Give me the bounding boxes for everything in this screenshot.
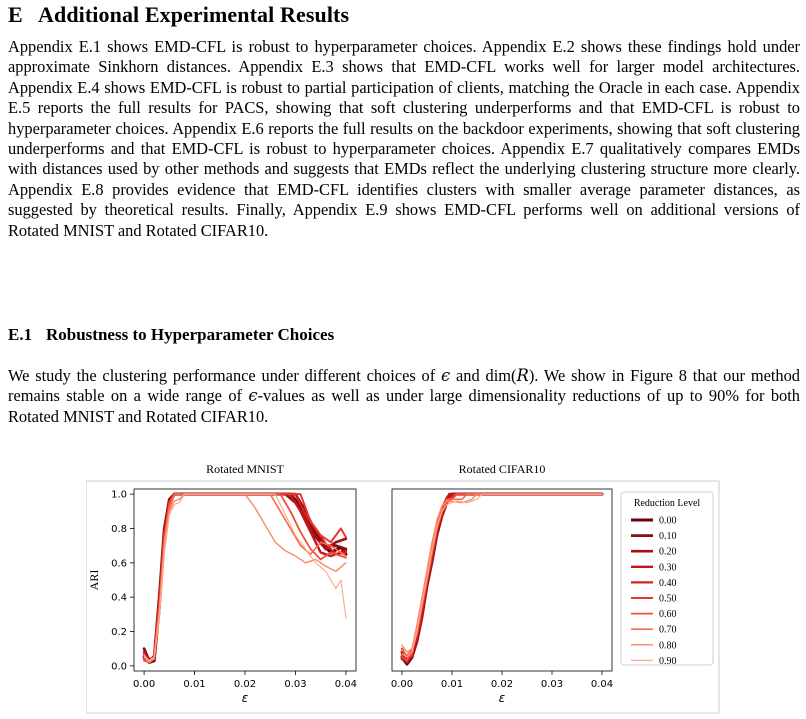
legend-label-0.60: 0.60 <box>659 609 677 621</box>
figure-svg <box>86 456 720 714</box>
intro-paragraph: Appendix E.1 shows EMD-CFL is robust to hyperparameter choices. Appendix E.2 shows these findings hold under approximate Sinkhorn distances. Appendix E.3 shows that EMD-CFL works well for larger model architectures. Appendix E.4 shows EMD-CFL is robust to partial participation of clients, matching the Oracle in each case. Appendix E.5 reports the full results for PACS, showing that soft clustering underperforms and that EMD-CFL is robust to hyperparameter choices. Appendix E.6 reports the full results on the backdoor experiments, showing that soft clustering underperforms and that EMD-CFL is robust to hyperparameter choices. Appendix E.7 qualitatively compares EMDs with distances used by other methods and suggests that EMDs reflect the underlying clustering structure more clearly. Appendix E.8 provides evidence that EMD-CFL identifies clusters with smaller average parameter distances, as suggested by theoretical results. Finally, Appendix E.9 shows EMD-CFL performs well on additional versions of Rotated MNIST and Rotated CIFAR10. <box>8 37 800 240</box>
x-tick-label: 0.01 <box>440 679 464 690</box>
subsection-number: E.1 <box>8 325 33 344</box>
legend-label-0.90: 0.90 <box>659 655 677 667</box>
y-tick-label: 0.4 <box>111 592 127 604</box>
y-tick-label: 0.0 <box>111 661 127 673</box>
chart-title: Rotated MNIST <box>206 462 284 476</box>
legend-label-0.00: 0.00 <box>659 515 677 527</box>
legend-label-0.40: 0.40 <box>659 577 677 589</box>
figure-8 <box>86 456 720 714</box>
section-title: Additional Experimental Results <box>38 2 350 27</box>
x-tick-label: 0.00 <box>132 679 156 690</box>
y-tick-label: 1.0 <box>111 489 127 501</box>
y-tick-label: 0.8 <box>111 523 127 535</box>
x-tick-label: 0.03 <box>284 679 307 690</box>
epsilon-symbol-2: ϵ <box>248 386 258 406</box>
subsection-title: Robustness to Hyperparameter Choices <box>46 325 335 344</box>
legend-label-0.10: 0.10 <box>659 531 677 543</box>
y-tick-label: 0.6 <box>111 558 127 570</box>
y-axis-label: ARI <box>87 569 101 591</box>
legend-label-0.20: 0.20 <box>659 546 677 558</box>
x-axis-label: ε <box>498 691 506 705</box>
legend <box>621 492 713 667</box>
epsilon-symbol: ϵ <box>441 366 451 385</box>
x-axis-label: ε <box>241 691 249 705</box>
section-number: E <box>8 2 23 27</box>
x-tick-label: 0.01 <box>183 679 206 690</box>
e1-text-part3: ). We show in Figure 8 that our method remains stable on a wide range of <box>8 366 800 406</box>
x-tick-label: 0.03 <box>540 679 564 690</box>
legend-title: Reduction Level <box>633 498 701 509</box>
x-tick-label: 0.04 <box>590 679 614 690</box>
x-tick-label: 0.00 <box>390 679 414 690</box>
legend-label-0.50: 0.50 <box>659 593 677 605</box>
legend-label-0.80: 0.80 <box>659 640 677 652</box>
x-tick-label: 0.04 <box>334 679 358 690</box>
subsection-heading <box>8 325 334 345</box>
section-heading <box>8 2 349 28</box>
e1-text-part1: We study the clustering performance under different choices of <box>8 366 442 385</box>
x-tick-label: 0.02 <box>233 679 257 690</box>
x-tick-label: 0.02 <box>490 679 514 690</box>
legend-label-0.70: 0.70 <box>659 624 677 636</box>
legend-label-0.30: 0.30 <box>659 562 677 574</box>
r-symbol: R <box>516 366 529 385</box>
chart-title: Rotated CIFAR10 <box>458 462 546 476</box>
e1-paragraph <box>8 366 800 427</box>
e1-text-part2: and dim( <box>450 366 517 385</box>
y-tick-label: 0.2 <box>111 627 127 639</box>
e1-text-part4: -values as well as under large dimensionality reductions of up to 90% for both Rotated MNIST and Rotated CIFAR10. <box>8 386 800 426</box>
